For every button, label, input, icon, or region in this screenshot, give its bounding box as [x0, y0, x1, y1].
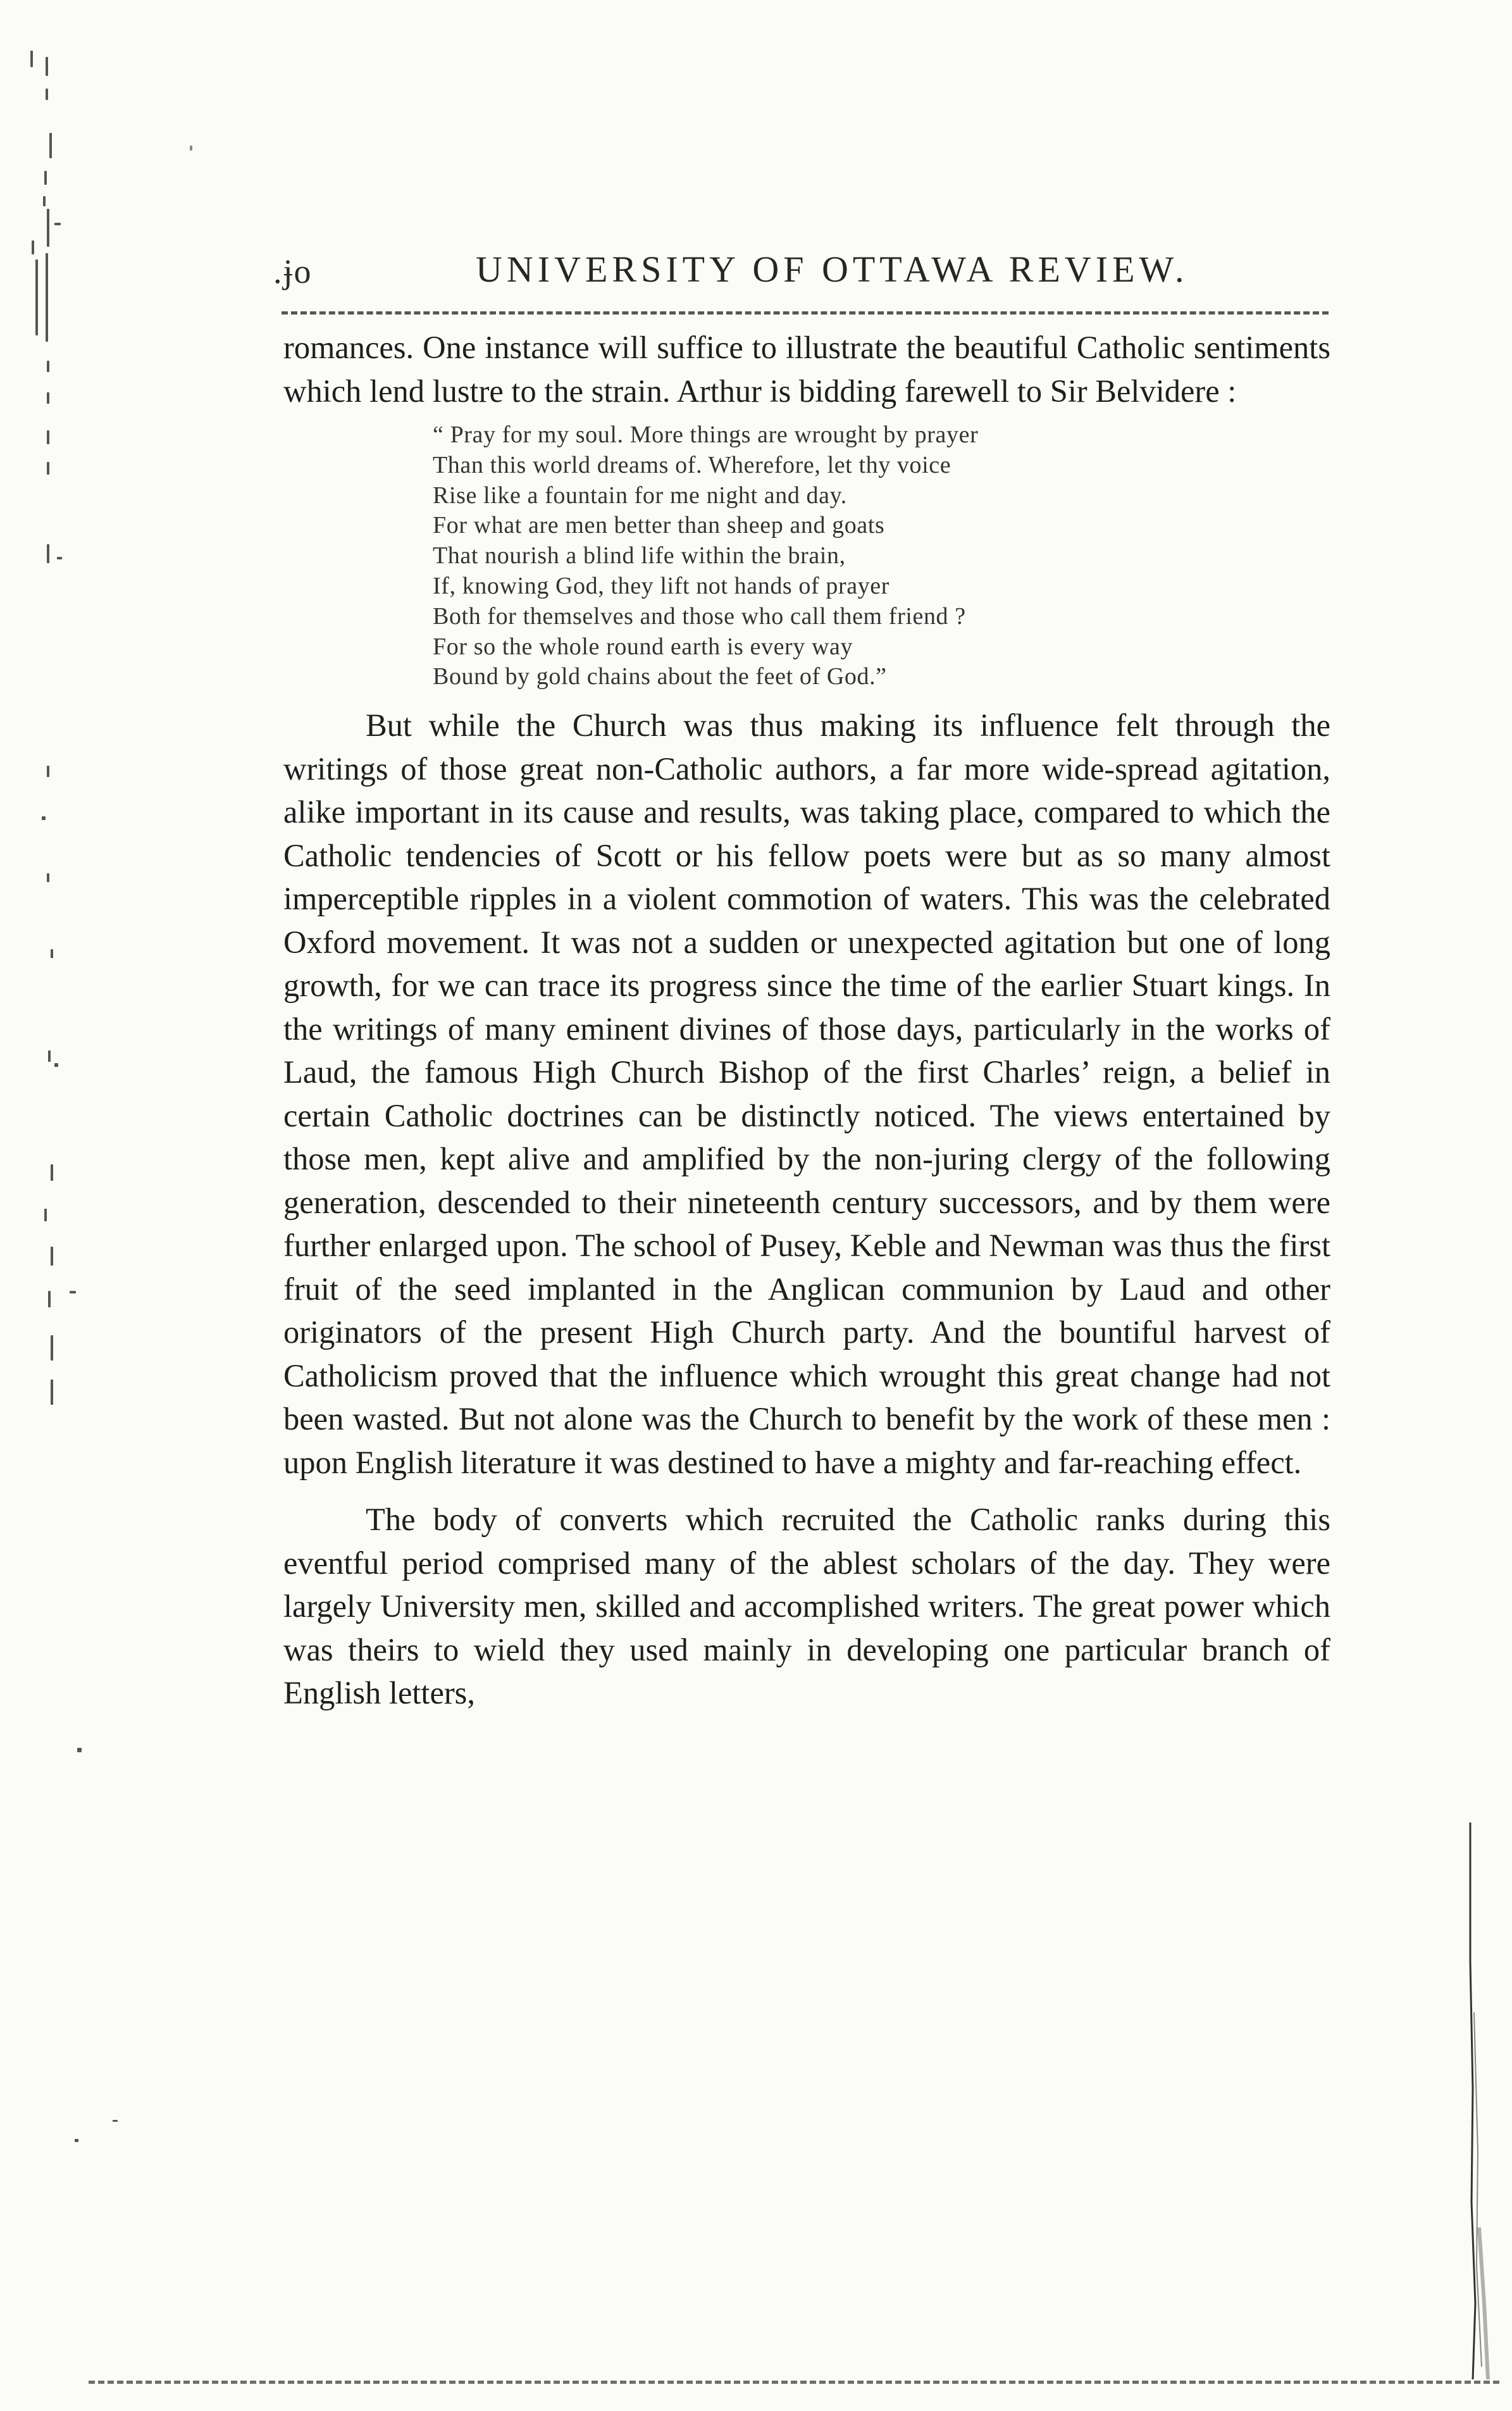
poem-line: For so the whole round earth is every way — [433, 633, 853, 660]
paragraph-2: But while the Church was thus making its influence felt through the writings of those great non-Catholic authors, a far more wide-spread agitation, alike important in its cause and results, was taking place, compared to which the Catholic tendencies of Scott or his fellow poets were but as so many almost imperceptible ripples in a violent commotion of waters. This was the celebrated Oxford movement. It was not a sudden or unexpected agitation but one of long growth, for we can trace its progress since the time of the earlier Stuart kings. In the writings of many eminent divines of those days, particularly in the works of Laud, the famous High Church Bishop of the first Charles’ reign, a belief in certain Catholic doctrines can be distinctly noticed. The views entertained by those men, kept alive and amplified by the non-juring clergy of the following generation, descended to their nineteenth century successors, and by them were further enlarged upon. The school of Pusey, Keble and Newman was thus the first fruit of the seed implanted in the Anglican communion by Laud and other originators of the present High Church party. And the bountiful harvest of Catholicism proved that the influence which wrought this great change had not been wasted. But not alone was the Church to benefit by the work of these men : upon English literature it was destined to have a mighty and far-reaching effect. — [283, 707, 1330, 1480]
poem-line: Than this world dreams of. Wherefore, let thy voice — [433, 451, 951, 478]
left-margin-specks — [25, 51, 101, 1443]
poem-line: “ Pray for my soul. More things are wrought by prayer — [433, 421, 979, 448]
journal-title: UNIVERSITY OF OTTAWA REVIEW. — [476, 249, 1189, 290]
poem-line: That nourish a blind life within the brain, — [433, 542, 846, 570]
poem-line: Both for themselves and those who call them friend ? — [433, 602, 966, 630]
margin-dot — [113, 2120, 118, 2122]
paragraph-1: romances. One instance will suffice to illustrate the beautiful Catholic sentiments which lend lustre to the strain. Arthur is bidding farewell to Sir Belvidere : — [283, 330, 1330, 409]
margin-dot — [75, 2139, 78, 2142]
running-head — [273, 248, 1330, 299]
poem-line: If, knowing God, they lift not hands of prayer — [433, 572, 890, 599]
poem-line: Bound by gold chains about the feet of God.” — [433, 663, 887, 690]
right-edge-shadow — [1466, 1822, 1492, 2379]
poem-line: Rise like a fountain for me night and day. — [433, 482, 847, 509]
header-rule — [282, 311, 1329, 315]
article-body — [283, 326, 1330, 1715]
bottom-edge-rule — [89, 2381, 1499, 2384]
poem-line: For what are men better than sheep and goats — [433, 512, 885, 539]
margin-dot — [77, 1748, 82, 1752]
poem-quote — [433, 420, 1330, 692]
page-number: .ɉo — [273, 252, 313, 290]
paragraph-3: The body of converts which recruited the Catholic ranks during this eventful period comprised many of the ablest scholars of the day. They were largely University men, skilled and accomplished writers. The great power which was theirs to wield they used mainly in developing one particular branch of English letters, — [283, 1502, 1330, 1711]
